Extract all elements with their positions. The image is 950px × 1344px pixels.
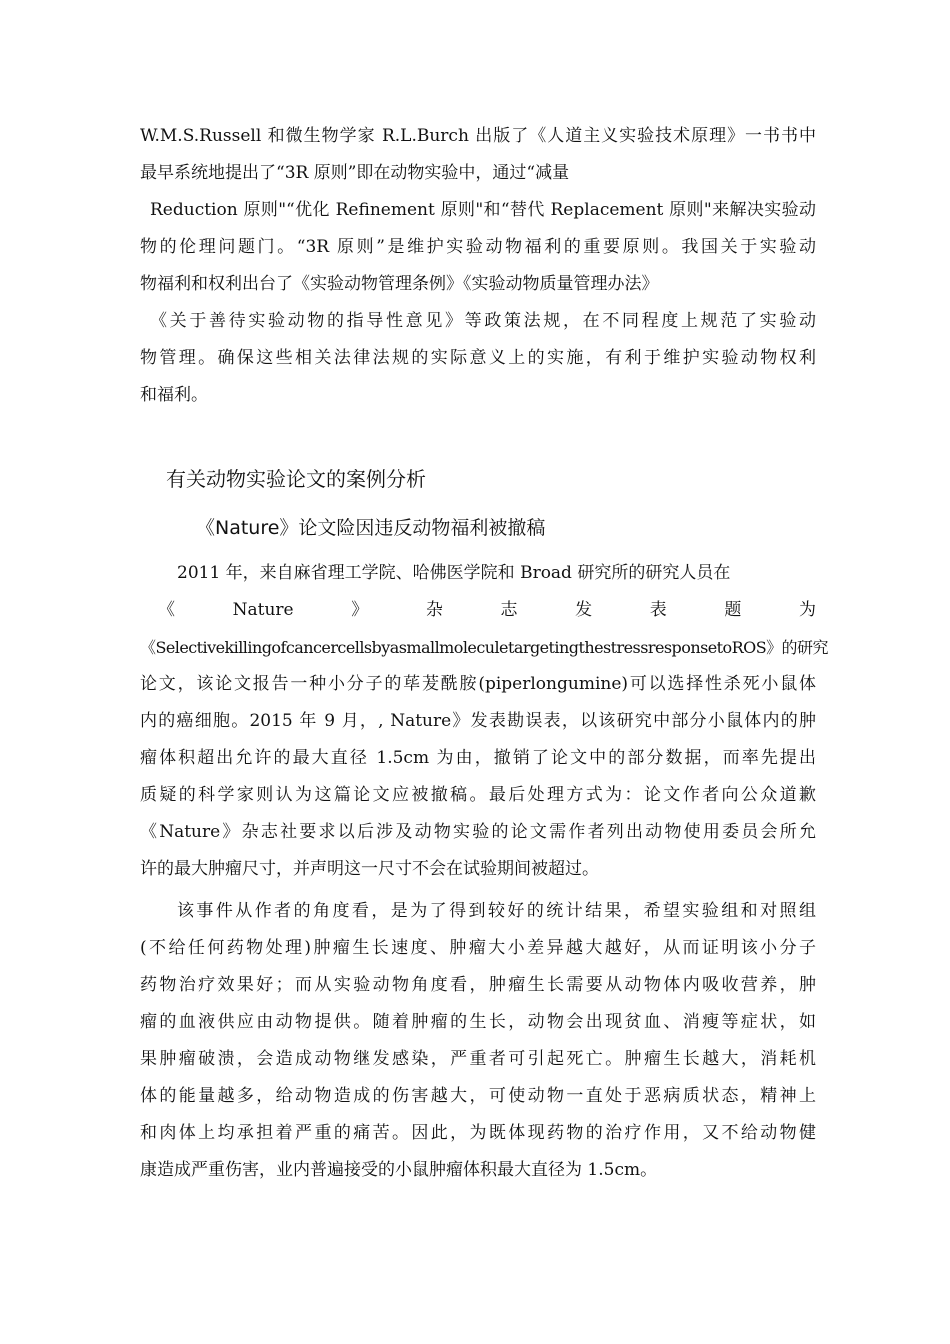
spread-token: 《	[158, 600, 175, 620]
intro-line: 物福利和权利出台了《实验动物管理条例》《实验动物质量管理办法》	[140, 274, 659, 294]
analysis-line: 药物治疗效果好；而从实验动物角度看，肿瘤生长需要从动物体内吸收营养，肿	[140, 975, 816, 995]
analysis-line: 果肿瘤破溃，会造成动物继发感染，严重者可引起死亡。肿瘤生长越大，消耗机	[140, 1049, 816, 1069]
case-title-line: 《SelectivekillingofcancercellsbyasmallmoleculetargetingthestressresponsetoROS》的研究	[140, 638, 828, 657]
subsection-heading: 《Nature》论文险因违反动物福利被撤稿	[196, 517, 546, 539]
section-heading: 有关动物实验论文的案例分析	[166, 467, 426, 491]
spread-token: 为	[798, 600, 816, 620]
analysis-line: 瘤的血液供应由动物提供。随着肿瘤的生长，动物会出现贫血、消瘦等症状，如	[140, 1012, 816, 1032]
analysis-line: 康造成严重伤害，业内普遍接受的小鼠肿瘤体积最大直径为 1.5cm。	[140, 1160, 658, 1180]
case-line: 质疑的科学家则认为这篇论文应被撤稿。最后处理方式为：论文作者向公众道歉	[140, 785, 816, 805]
analysis-line: 和肉体上均承担着严重的痛苦。因此，为既体现药物的治疗作用，又不给动物健	[140, 1123, 816, 1143]
case-spread-line	[140, 592, 816, 629]
intro-line: 和福利。	[140, 385, 208, 405]
case-line: 瘤体积超出允许的最大直径 1.5cm 为由，撤销了论文中的部分数据，而率先提出	[140, 748, 816, 768]
spread-token: 题	[724, 600, 742, 620]
analysis-first-line: 该事件从作者的角度看，是为了得到较好的统计结果，希望实验组和对照组	[177, 901, 816, 921]
intro-line: 最早系统地提出了“3R 原则”即在动物实验中，通过“减量	[140, 163, 570, 183]
intro-line: W.M.S.Russell 和微生物学家 R.L.Burch 出版了《人道主义实验技术原理》一书书中	[140, 126, 816, 146]
intro-line: 《关于善待实验动物的指导性意见》等政策法规，在不同程度上规范了实验动	[150, 311, 816, 331]
analysis-line: (不给任何药物处理)肿瘤生长速度、肿瘤大小差异越大越好，从而证明该小分子	[140, 938, 816, 958]
spread-token: 杂	[425, 600, 443, 620]
intro-line: 物的伦理问题门。“3R 原则”是维护实验动物福利的重要原则。我国关于实验动	[140, 237, 816, 257]
spread-token: 发	[575, 600, 593, 620]
case-first-line: 2011 年，来自麻省理工学院、哈佛医学院和 Broad 研究所的研究人员在	[177, 563, 731, 583]
intro-line: Reduction 原则"“优化 Refinement 原则"和“替代 Replacement 原则"来解决实验动	[150, 200, 816, 220]
spread-token: 志	[500, 600, 518, 620]
intro-line: 物管理。确保这些相关法律法规的实际意义上的实施，有利于维护实验动物权利	[140, 348, 816, 368]
case-line: 《Nature》杂志社要求以后涉及动物实验的论文需作者列出动物使用委员会所允	[140, 822, 816, 842]
case-line: 许的最大肿瘤尺寸，并声明这一尺寸不会在试验期间被超过。	[140, 859, 599, 879]
spread-token: 》	[351, 600, 369, 620]
spread-token: 表	[649, 600, 667, 620]
case-line: 论文，该论文报告一种小分子的荜茇酰胺(piperlongumine)可以选择性杀死小鼠体	[140, 674, 816, 694]
spread-token: Nature	[232, 600, 294, 620]
case-line: 内的癌细胞。2015 年 9 月，, Nature》发表勘误表，以该研究中部分小鼠体内的肿	[140, 711, 816, 731]
analysis-line: 体的能量越多，给动物造成的伤害越大，可使动物一直处于恶病质状态，精神上	[140, 1086, 816, 1106]
